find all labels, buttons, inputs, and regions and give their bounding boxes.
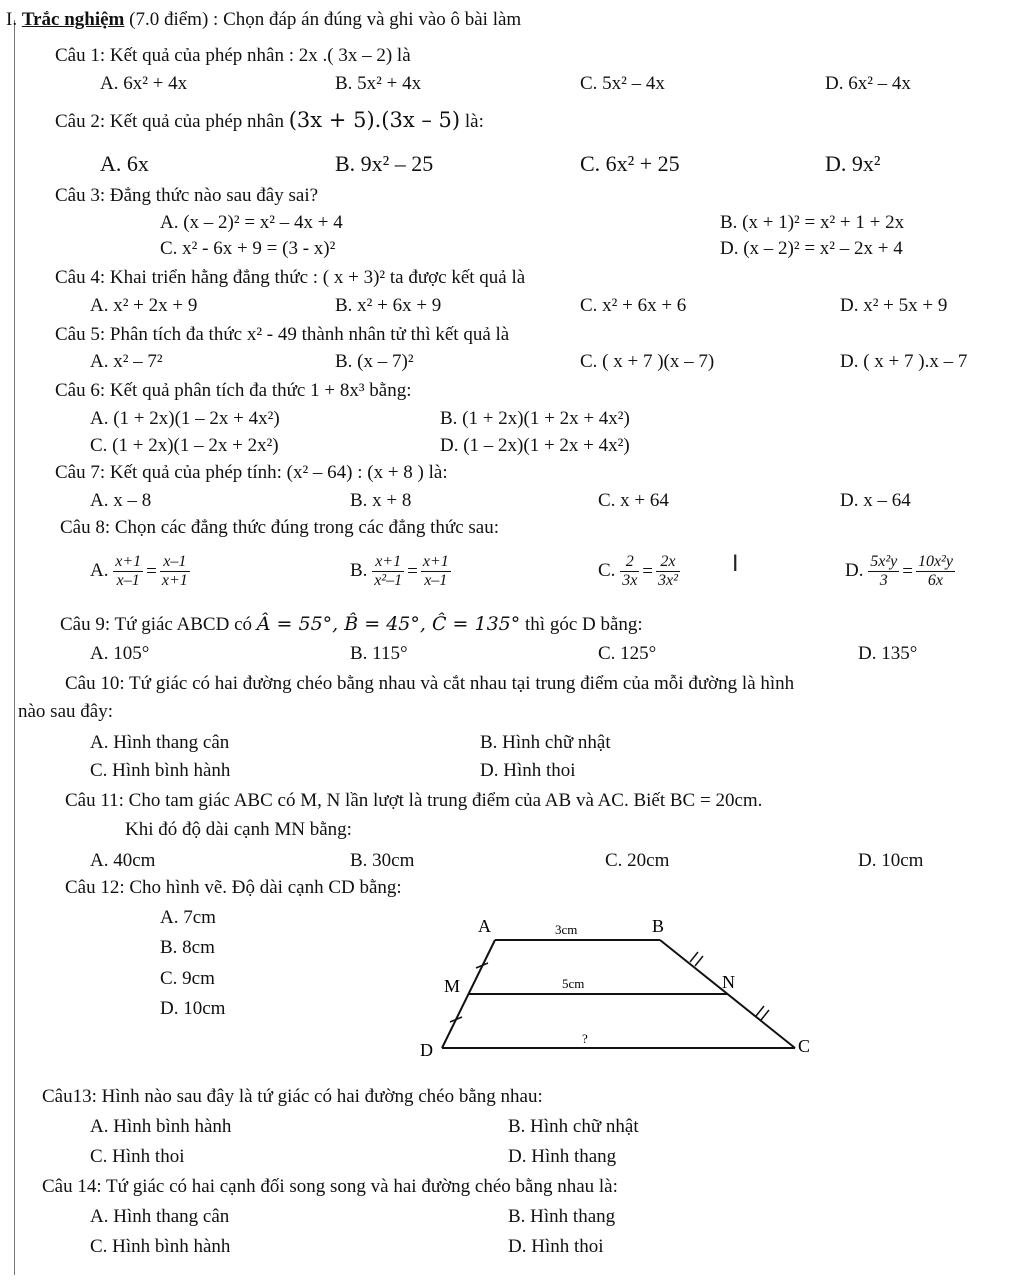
label-a: A	[478, 916, 491, 936]
trapezoid-figure	[400, 910, 820, 1065]
q12-option-d[interactable]: D. 10cm	[160, 998, 226, 1019]
label-mn-length: 5cm	[562, 976, 585, 991]
q7-option-b[interactable]: B. x + 8	[350, 490, 412, 511]
q5-option-d[interactable]: D. ( x + 7 ).x – 7	[840, 351, 968, 372]
q3-option-a[interactable]: A. (x – 2)² = x² – 4x + 4	[160, 212, 343, 233]
q2-option-c[interactable]: C. 6x² + 25	[580, 151, 680, 176]
q4-option-d[interactable]: D. x² + 5x + 9	[840, 295, 948, 316]
q4-option-a[interactable]: A. x² + 2x + 9	[90, 295, 198, 316]
text-cursor-icon: I	[732, 552, 739, 577]
q2-option-b[interactable]: B. 9x² – 25	[335, 151, 434, 176]
q14-option-b[interactable]: B. Hình thang	[508, 1206, 616, 1227]
q8-a-frac-2: $\frac{x-1}{x+1}$	[161, 553, 188, 590]
question-11-line-2: Khi đó độ dài cạnh MN bằng:	[125, 819, 352, 840]
q8-a-label: A.	[90, 560, 109, 581]
q5-option-b[interactable]: B. (x – 7)²	[335, 351, 414, 372]
q8-d-label: D.	[845, 560, 864, 581]
q2-prefix: Câu 2: Kết quả của phép nhân	[55, 111, 284, 132]
label-d: D	[420, 1040, 433, 1060]
q14-option-c[interactable]: C. Hình bình hành	[90, 1236, 231, 1257]
question-10-line-1: Câu 10: Tứ giác có hai đường chéo bằng nhau và cắt nhau tại trung điểm của mỗi đường là hình	[65, 673, 795, 694]
tick-nc-1	[756, 1006, 764, 1016]
q11-option-c[interactable]: C. 20cm	[605, 850, 670, 871]
q2-option-d[interactable]: D. 9x²	[825, 151, 881, 176]
q7-option-a[interactable]: A. x – 8	[90, 490, 152, 511]
q9-option-a[interactable]: A. 105°	[90, 643, 150, 664]
tick-bn-2	[695, 956, 703, 966]
question-5: Câu 5: Phân tích đa thức x² - 49 thành nhân tử thì kết quả là	[55, 324, 510, 345]
q10-option-a[interactable]: A. Hình thang cân	[90, 732, 230, 753]
q5-option-c[interactable]: C. ( x + 7 )(x – 7)	[580, 351, 715, 372]
q13-option-c[interactable]: C. Hình thoi	[90, 1146, 185, 1167]
q8-d-frac-1: $\frac{\text{5x²y}}{3}$	[870, 553, 898, 590]
q8-option-c[interactable]	[598, 550, 680, 593]
q10-option-d[interactable]: D. Hình thoi	[480, 760, 576, 781]
question-10-line-2: nào sau đây:	[18, 701, 113, 722]
q6-option-a[interactable]: A. (1 + 2x)(1 – 2x + 4x²)	[90, 408, 280, 429]
page-margin-line	[14, 20, 15, 1275]
q14-option-d[interactable]: D. Hình thoi	[508, 1236, 604, 1257]
label-n: N	[722, 972, 735, 992]
q2-suffix: là:	[464, 111, 484, 132]
q11-option-d[interactable]: D. 10cm	[858, 850, 924, 871]
q6-option-d[interactable]: D. (1 – 2x)(1 + 2x + 4x²)	[440, 435, 630, 456]
question-9	[60, 612, 643, 637]
q8-b-equals: =	[407, 560, 418, 582]
question-14: Câu 14: Tứ giác có hai cạnh đối song song và hai đường chéo bằng nhau là:	[42, 1176, 618, 1197]
q8-option-b[interactable]	[350, 550, 451, 593]
q8-c-frac-1: $\frac{2}{3x}$	[622, 553, 638, 590]
q8-a-equals: =	[146, 560, 157, 582]
q13-option-a[interactable]: A. Hình bình hành	[90, 1116, 232, 1137]
q12-option-a[interactable]: A. 7cm	[160, 907, 216, 928]
q7-option-c[interactable]: C. x + 64	[598, 490, 669, 511]
q11-option-b[interactable]: B. 30cm	[350, 850, 415, 871]
q9-prefix: Câu 9: Tứ giác ABCD có	[60, 614, 253, 635]
question-4: Câu 4: Khai triển hằng đẳng thức : ( x + 3)² ta được kết quả là	[55, 267, 526, 288]
question-13: Câu13: Hình nào sau đây là tứ giác có hai đường chéo bằng nhau:	[42, 1086, 543, 1107]
q12-option-c[interactable]: C. 9cm	[160, 968, 215, 989]
q9-option-b[interactable]: B. 115°	[350, 643, 408, 664]
question-3: Câu 3: Đẳng thức nào sau đây sai?	[55, 185, 319, 206]
q5-option-a[interactable]: A. x² – 7²	[90, 351, 163, 372]
q1-option-d[interactable]: D. 6x² – 4x	[825, 73, 911, 94]
tick-bn-1	[690, 952, 698, 962]
q8-b-frac-1: $\frac{x+1}{\text{x²–1}}$	[374, 553, 403, 590]
label-c: C	[798, 1036, 811, 1056]
label-b: B	[652, 916, 665, 936]
label-dc-length: ?	[582, 1031, 588, 1046]
q4-option-c[interactable]: C. x² + 6x + 6	[580, 295, 687, 316]
question-2	[55, 108, 484, 134]
q8-option-a[interactable]	[90, 550, 190, 593]
question-12: Câu 12: Cho hình vẽ. Độ dài cạnh CD bằng:	[65, 877, 402, 898]
q13-option-b[interactable]: B. Hình chữ nhật	[508, 1116, 639, 1137]
q6-option-c[interactable]: C. (1 + 2x)(1 – 2x + 2x²)	[90, 435, 279, 456]
section-header	[6, 8, 521, 32]
q8-d-equals: =	[902, 560, 913, 582]
q8-option-d[interactable]	[845, 550, 955, 593]
q1-option-a[interactable]: A. 6x² + 4x	[100, 73, 188, 94]
q2-expression: (3x + 5).(3x – 5)	[288, 108, 461, 132]
q3-option-d[interactable]: D. (x – 2)² = x² – 2x + 4	[720, 238, 903, 259]
question-1: Câu 1: Kết quả của phép nhân : 2x .( 3x – 2) là	[55, 45, 411, 66]
section-instructions: (7.0 điểm) : Chọn đáp án đúng và ghi vào ô bài làm	[129, 9, 522, 30]
q10-option-b[interactable]: B. Hình chữ nhật	[480, 732, 611, 753]
q11-option-a[interactable]: A. 40cm	[90, 850, 156, 871]
q2-option-a[interactable]: A. 6x	[100, 151, 149, 176]
q8-d-frac-2: $\frac{\text{10x²y}}{6x}$	[917, 553, 953, 590]
section-number: I.	[6, 9, 18, 30]
q8-b-frac-2: $\frac{x+1}{x-1}$	[422, 553, 449, 590]
q10-option-c[interactable]: C. Hình bình hành	[90, 760, 231, 781]
tick-nc-2	[761, 1010, 769, 1020]
q8-a-frac-1: $\frac{x+1}{x-1}$	[115, 553, 142, 590]
q7-option-d[interactable]: D. x – 64	[840, 490, 911, 511]
q8-c-equals: =	[642, 560, 654, 582]
q13-option-d[interactable]: D. Hình thang	[508, 1146, 617, 1167]
q1-option-b[interactable]: B. 5x² + 4x	[335, 73, 422, 94]
question-11-line-1: Câu 11: Cho tam giác ABC có M, N lần lượt là trung điểm của AB và AC. Biết BC = 20cm.	[65, 790, 763, 811]
q3-option-c[interactable]: C. x² - 6x + 9 = (3 - x)²	[160, 238, 336, 259]
q4-option-b[interactable]: B. x² + 6x + 9	[335, 295, 442, 316]
q8-c-label: C.	[598, 560, 616, 581]
q9-option-c[interactable]: C. 125°	[598, 643, 657, 664]
q9-angles: Â = 55°, B̂ = 45°, Ĉ = 135°	[256, 613, 521, 635]
q9-option-d[interactable]: D. 135°	[858, 643, 918, 664]
label-ab-length: 3cm	[555, 922, 578, 937]
q14-option-a[interactable]: A. Hình thang cân	[90, 1206, 230, 1227]
q1-option-c[interactable]: C. 5x² – 4x	[580, 73, 665, 94]
section-title: Trắc nghiệm	[21, 9, 125, 30]
question-8: Câu 8: Chọn các đẳng thức đúng trong các đẳng thức sau:	[60, 517, 500, 538]
q8-c-frac-2: $\frac{2x}{\text{3x²}}$	[658, 553, 678, 590]
q12-option-b[interactable]: B. 8cm	[160, 937, 215, 958]
label-m: M	[444, 976, 461, 996]
q9-suffix: thì góc D bằng:	[525, 614, 643, 635]
q3-option-b[interactable]: B. (x + 1)² = x² + 1 + 2x	[720, 212, 905, 233]
question-6: Câu 6: Kết quả phân tích đa thức 1 + 8x³ bằng:	[55, 380, 412, 401]
q8-b-label: B.	[350, 560, 368, 581]
q6-option-b[interactable]: B. (1 + 2x)(1 + 2x + 4x²)	[440, 408, 630, 429]
question-7: Câu 7: Kết quả của phép tính: (x² – 64) : (x + 8 ) là:	[55, 462, 448, 483]
